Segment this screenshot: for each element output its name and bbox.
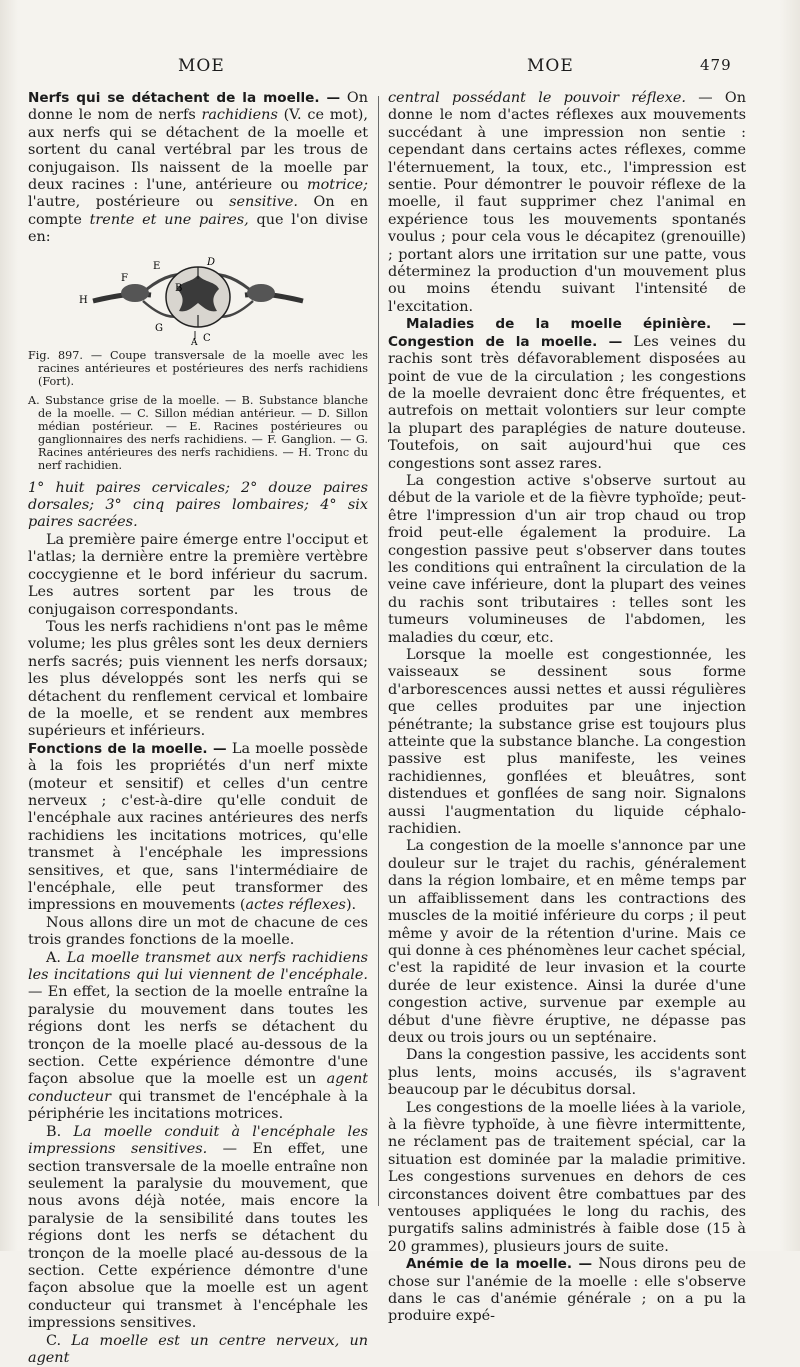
paragraph-fonctions [28,741,368,915]
paragraph-first-pair: La première paire émerge entre l'occiput et l'atlas; la dernière entre la première vertèbre coccygienne et le bord inférieur du sacrum. Les autres sortent par les trous de conjugaison correspondants. [28,531,368,618]
figure-897 [28,253,368,472]
text: Nous dirons peu de chose sur l'anémie de la moelle : elle s'observe dans le cas d'anémie générale ; on a pu la produire expé- [388,1256,746,1325]
text: ). [345,897,357,914]
column-divider [378,96,379,1206]
paragraph-maladies [388,316,746,473]
spinal-cord-cross-section-illustration [73,253,323,348]
paragraph-volume: Tous les nerfs rachidiens n'ont pas le même volume; les plus grêles sont les deux derniers nerfs sacrés; puis viennent les nerfs dorsaux; les plus développés sont les nerfs qui se détachent du renflement cervical et lombaire de la moelle, et se rendent aux membres supérieurs et inférieurs. [28,618,368,740]
text: l'autre, postérieure ou [28,194,230,211]
paragraph-traitement: Les congestions de la moelle liées à la variole, à la fièvre typhoïde, à une fièvre intermittente, ne réclament pas de traitement spécial, car la situation est dominée par la maladie primitive. Les congestions survenues en dehors de ces circonstances doivent être combattues par des ventouses appliquées le long du rachis, des purgatifs salins administrés à faible dose (15 à 20 grammes), plusieurs jours de suite. [388,1099,746,1255]
fig-label-e: E [153,260,161,272]
fig-label-f: F [121,272,128,284]
paragraph-b [28,1124,368,1333]
text: qui transmet de l'encéphale à la périphérie les incitations motrices. [28,1088,368,1123]
paragraph-congestion-passive: Dans la congestion passive, les accidents sont plus lents, moins accusés, ils s'agravent beaucoup par le décubitus dorsal. [388,1047,746,1099]
nerve-pairs-list: 1° huit paires cervicales; 2° douze paires dorsales; 3° cinq paires lombaires; 4° six paires sacrées. [28,479,368,531]
text: — En effet, une section transversale de la moelle entraîne non seulement la paralysie du mouvement, que nous avons déjà notée, mais encore la paralysie de la sensibilité dans toutes les régions dont les nerfs se détachent du tronçon de la moelle placé au-dessous de la section. Cette expérience démontre d'une façon absolue que la moelle est un agent conducteur qui transmet à l'encéphale les impressions sensitives. [28,1141,368,1332]
fig-label-g: G [155,322,163,334]
fig-label-d: D [207,256,216,268]
paragraph-nerfs [28,90,368,247]
right-column [388,90,747,1325]
text-italic: agent conducteur [28,1071,368,1105]
text-italic: rachidiens [201,107,278,124]
text: On en compte [28,194,368,228]
running-header [0,52,800,82]
text-italic: La moelle transmet aux nerfs rachidiens les incitations qui lui viennent de l'encéphale. [28,949,368,984]
text: — On donne le nom d'actes réflexes aux mouvements succédant à une impression non sentie : cependant dans certains actes réflexes, comme l'éternuement, la toux, etc., l'impression est sentie. Pour démontrer le pouvoir réflexe de la moelle, il faut supprimer chez l'animal en expérience tous les mouvements spontanés voulus ; pour cela vous le décapitez (grenouille) ; portant alors une irritation sur une patte, vous déterminez la production d'un mouvement plus ou moins étendu suivant l'intensité de l'excitation. [388,90,747,315]
text: B. [46,1123,74,1140]
section-heading-anemie: Anémie de la moelle. — [406,1256,593,1273]
paragraph-anemie [388,1256,746,1326]
paragraph-trois-fonctions: Nous allons dire un mot de chacune de ces trois grandes fonctions de la moelle. [28,914,368,949]
text: La moelle possède à la fois les propriétés d'un nerf mixte (moteur et sensitif) et celles d'un centre nerveux ; c'est-à-dire qu'elle conduit de l'encéphale aux racines antérieures des nerfs rachidiens les incitations motrices, qu'elle transmet à l'encéphale les impressions sensitives, et que, sans l'intermédiaire de l'encéphale, elle peut transformer des impressions en mouvements ( [28,740,369,914]
paragraph-congestionnee: Lorsque la moelle est congestionnée, les vaisseaux se dessinent sous forme d'arborescences aussi nettes et aussi régulières que celles produites par une injection pénétrante; la substance grise est toujours plus atteinte que la substance blanche. La congestion passive est plus manifeste, les veines rachidiennes, gonflées et bleuâtres, sont distendues et gonflées de sang noir. Signalons aussi l'augmentation du liquide céphalo-rachidien. [388,647,746,838]
text-italic: trente et une paires, [89,211,249,228]
fig-label-c: C [203,332,211,344]
text: C. [46,1332,72,1349]
header-left-title: MOE [178,56,225,76]
text-italic: central possédant le pouvoir réflexe. [388,90,687,106]
text: Les veines du rachis sont très défavorablement disposées au point de vue de la circulation ; les congestions de la moelle devraient donc être fréquentes, et autrefois on mettait volontiers sur leur compte la plupart des paraplégies de nature douteuse. Toutefois, on sait aujourd'hui que ces congestions sont assez rares. [388,333,746,472]
header-right-title: MOE [527,56,574,76]
paragraph-reflexe [388,90,746,316]
fig-label-a: A [191,337,198,348]
text: — En effet, la section de la moelle entraîne la paralysie du mouvement dans toutes les régions dont les nerfs se détachent du tronçon de la moelle placé au-dessous de la section. Cette expérience démontre d'une façon absolue que la moelle est un [28,984,368,1088]
section-heading-nerfs: Nerfs qui se détachent de la moelle. — [28,90,341,106]
text-italic: motrice; [307,177,368,194]
text-italic: actes réflexes [245,897,346,914]
text: que l'on divise en: [28,211,368,246]
section-heading-fonctions: Fonctions de la moelle. — [28,740,227,757]
paragraph-symptomes: La congestion de la moelle s'annonce par une douleur sur le trajet du rachis, généralement dans la région lombaire, et en même temps par un affaiblissement dans les contractions des muscles de la moitié inférieure du corps ; il peut même y avoir de la rétention d'urine. Mais ce qui donne à ces phénomènes leur cachet spécial, c'est la rapidité de leur invasion et la courte durée de leur existence. Ainsi la durée d'une congestion active, survenue par exemple au début d'une fièvre éruptive, ne dépasse pas deux ou trois jours ou un septénaire. [388,838,746,1046]
paragraph-c [28,1333,368,1367]
figure-caption: Fig. 897. — Coupe transversale de la moelle avec les racines antérieures et postérieures des nerfs rachidiens (Fort). [28,348,368,388]
text: (V. ce mot), aux nerfs qui se détachent de la moelle et sortent du canal vertébral par les trous de conjugaison. Ils naissent de la moelle par deux racines : l'une, antérieure ou [28,107,368,194]
paragraph-a [28,950,368,1124]
fig-label-b: B [175,282,183,294]
text-italic: La moelle conduit à l'encéphale les impressions sensitives. [28,1123,368,1158]
text-italic: sensitive. [229,194,298,211]
text: On donne le nom de nerfs [28,90,368,124]
figure-legend: A. Substance grise de la moelle. — B. Substance blanche de la moelle. — C. Sillon médian antérieur. — D. Sillon médian postérieur. — E. Racines postérieures ou ganglionnaires des nerfs rachidiens. — F. Ganglion. — G. Racines antérieures des nerfs rachidiens. — H. Tronc du nerf rachidien. [28,393,368,472]
text: A. [46,949,67,966]
section-heading-maladies: Maladies de la moelle épinière. — Congestion de la moelle. — [388,316,746,350]
paragraph-congestion-active: La congestion active s'observe surtout au début de la variole et de la fièvre typhoïde; peut-être l'impression d'un air trop chaud ou trop froid peut-elle également la produire. La congestion passive peut s'observer dans toutes les conditions qui entraînent la circulation de la veine cave inférieure, dont la plupart des veines du rachis sont tributaires : telles sont les tumeurs volumineuses de l'abdomen, les maladies du cœur, etc. [388,472,746,646]
page-number: 479 [700,56,732,74]
left-column [28,90,369,1366]
text-italic: La moelle est un centre nerveux, un agent [28,1332,368,1366]
fig-label-h: H [79,294,88,306]
